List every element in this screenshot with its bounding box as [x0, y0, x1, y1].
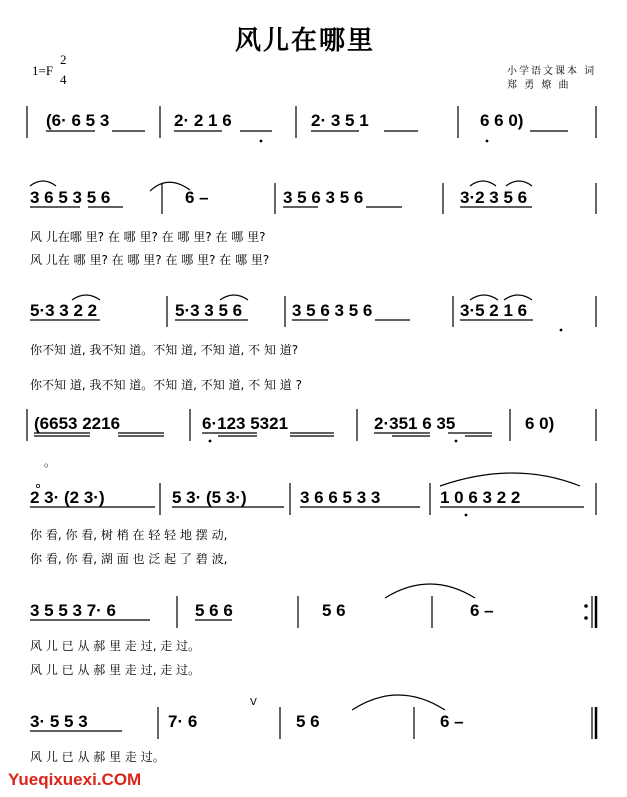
measure-r1-3: 2· 3 5 1 [311, 111, 369, 130]
measure-r7-1: 3· 5 5 3 [30, 712, 88, 731]
measure-r4-4: 6 0) [525, 414, 555, 433]
measure-r7-2: 7· 6 [168, 712, 198, 731]
measure-r3-1: 5·3 3 2 2 [30, 301, 98, 320]
breath-mark: V [250, 697, 257, 708]
lyric-line-1: 风 儿在哪 里? 在 哪 里? 在 哪 里? 在 哪 里? [30, 230, 266, 244]
measure-r2-3: 3 5 6 3 5 6 [283, 188, 364, 207]
measure-r4-2: 6·123 5321 [202, 414, 289, 433]
measure-r3-4: 3·5 2 1 6 [460, 301, 528, 320]
measure-r3-2: 5·3 3 5 6 [175, 301, 243, 320]
lyric-line-6: 你 看, 你 看, 湖 面 也 泛 起 了 碧 波, [30, 552, 228, 566]
measure-r5-2: 5 3· (5 3·) [172, 488, 247, 507]
song-title: 风儿在哪里 [235, 26, 376, 56]
lyricist-credit: 小学语文课本 词 [507, 66, 597, 77]
lyric-line-9: 风 儿 已 从 郝 里 走 过。 [30, 750, 165, 764]
lyric-line-2: 风 儿在 哪 里? 在 哪 里? 在 哪 里? 在 哪 里? [30, 253, 270, 267]
composer-credit: 郑 勇 燎 曲 [507, 80, 571, 91]
lyric-line-7: 风 儿 已 从 郝 里 走 过, 走 过。 [30, 639, 201, 653]
measure-r2-4: 3·2 3 5 6 [460, 188, 528, 207]
time-signature-top: 2 [60, 52, 67, 67]
measure-r7-4: 6 – [440, 712, 464, 731]
measure-r2-2: 6 – [185, 188, 209, 207]
measure-r6-3: 5 6 [322, 601, 346, 620]
stray-mark: 。 [44, 455, 57, 469]
measure-r5-4: 1 0 6 3 2 2 [440, 488, 521, 507]
measure-r6-2: 5 6 6 [195, 601, 233, 620]
lyric-line-3: 你不知 道, 我不知 道。不知 道, 不知 道, 不 知 道? [30, 343, 299, 357]
watermark: Yueqixuexi.COM [8, 770, 142, 789]
lyric-line-8: 风 儿 已 从 郝 里 走 过, 走 过。 [30, 663, 201, 677]
measure-r6-4: 6 – [470, 601, 494, 620]
measure-r4-1: (6653 2216 [34, 414, 121, 433]
measure-r7-3: 5 6 [296, 712, 320, 731]
time-signature-bottom: 4 [60, 72, 67, 87]
measure-r6-1: 3 5 5 3 7· 6 [30, 601, 117, 620]
lyric-line-5: 你 看, 你 看, 树 梢 在 轻 轻 地 摆 动, [30, 528, 228, 542]
measure-r5-1: 2 3· (2 3·) [30, 488, 105, 507]
measure-r1-2: 2· 2 1 6 [174, 111, 232, 130]
measure-r3-3: 3 5 6 3 5 6 [292, 301, 373, 320]
measure-r1-1: (6· 6 5 3 [46, 111, 110, 130]
measure-r4-3: 2·351 6 35 [374, 414, 456, 433]
key-signature: 1=F [32, 63, 54, 78]
lyric-line-4: 你不知 道, 我不知 道。不知 道, 不知 道, 不 知 道 ? [30, 378, 302, 392]
measure-r5-3: 3 6 6 5 3 3 [300, 488, 381, 507]
measure-r1-4: 6 6 0) [480, 111, 524, 130]
measure-r2-1: 3 6 5 3 5 6 [30, 188, 111, 207]
